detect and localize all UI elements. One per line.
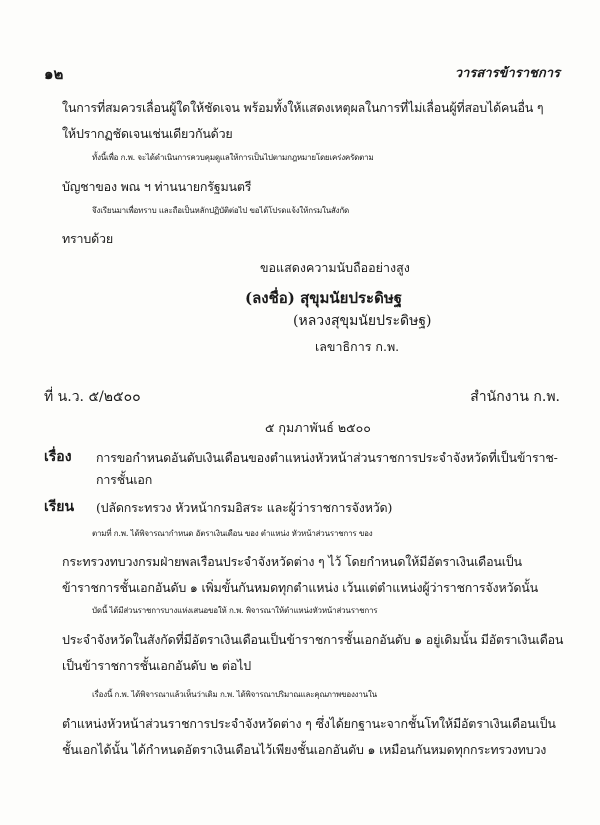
text-line: กระทรวงทบวงกรมฝ่ายพลเรือนประจำจังหวัดต่าง ๆ ไว้ โดยกำหนดให้มีอัตราเงินเดือนเป็น [62,554,522,569]
text-line: ตามที่ ก.พ. ได้พิจารณากำหนด อัตราเงินเดือน ของ ตำแหน่ง หัวหน้าส่วนราชการ ของ [92,529,373,538]
letter-date: ๕ กุมภาพันธ์ ๒๕๐๐ [265,420,371,435]
text-line: ในการที่สมควรเลื่อนผู้ใดให้ชัดเจน พร้อมทั้งให้แสดงเหตุผลในการที่ไม่เลื่อนผู้ที่สอบได้คนอื่น ๆ [62,100,544,115]
signatory-position: เลขาธิการ ก.พ. [315,339,400,354]
text-line: ข้าราชการชั้นเอกอันดับ ๑ เพิ่มขั้นกันหมดทุกตำแหน่ง เว้นแต่ตำแหน่งผู้ว่าราชการจังหวัดนั้น [62,580,538,595]
page-number: ๑๒ [44,65,64,83]
text-line: ทราบด้วย [62,231,113,246]
text-line: บัดนี้ ได้มีส่วนราชการบางแห่งเสนอขอให้ ก.พ. พิจารณาให้ตำแหน่งหัวหน้าส่วนราชการ [92,606,378,615]
text-line: ให้ปรากฏชัดเจนเช่นเดียวกันด้วย [62,126,233,141]
text-line: เรื่องนี้ ก.พ. ได้พิจารณาแล้วเห็นว่าเดิม ก.พ. ได้พิจารณาปริมาณและคุณภาพของงานใน [92,690,377,699]
signature: (ลงชื่อ) สุขุมนัยประดิษฐ [245,289,403,307]
text-line: ตำแหน่งหัวหน้าส่วนราชการประจำจังหวัดต่าง ๆ ซึ่งได้ยกฐานะจากชั้นโทให้มีอัตราเงินเดือนเป็น [62,716,556,731]
document-number: ที่ น.ว. ๕/๒๕๐๐ [44,389,141,405]
text-line: ประจำจังหวัดในสังกัดที่มีอัตราเงินเดือนเป็นข้าราชการชั้นเอกอันดับ ๑ อยู่เดิมนั้น มีอัตราเงินเดือน [62,632,564,647]
issuing-office: สำนักงาน ก.พ. [470,389,560,405]
subject-text: การขอกำหนดอันดับเงินเดือนของตำแหน่งหัวหน้าส่วนราชการประจำจังหวัดที่เป็นข้าราช- [96,450,558,465]
signatory-name: (หลวงสุขุมนัยประดิษฐ) [293,313,432,329]
text-line: ทั้งนี้เพื่อ ก.พ. จะได้ดำเนินการควบคุมดูแลให้การเป็นไปตามกฎหมายโดยเคร่งครัดตาม [92,153,374,162]
journal-title: วารสารข้าราชการ [454,66,560,81]
text-line: ชั้นเอกได้นั้น ได้กำหนดอัตราเงินเดือนไว้เพียงชั้นเอกอันดับ ๑ เหมือนกันหมดทุกกระทรวงทบวง [62,742,547,757]
text-line: บัญชาของ พณ ฯ ท่านนายกรัฐมนตรี [62,179,252,194]
recipient-label: เรียน [44,499,75,515]
subject-text: การชั้นเอก [96,472,153,487]
recipient-text: (ปลัดกระทรวง หัวหน้ากรมอิสระ และผู้ว่าราชการจังหวัด) [96,500,393,515]
closing-salutation: ขอแสดงความนับถืออย่างสูง [260,260,410,275]
text-line: จึงเรียนมาเพื่อทราบ และถือเป็นหลักปฏิบัติต่อไป ขอได้โปรดแจ้งให้กรมในสังกัด [92,206,350,215]
text-line: เป็นข้าราชการชั้นเอกอันดับ ๒ ต่อไป [62,658,251,673]
subject-label: เรื่อง [44,449,72,465]
